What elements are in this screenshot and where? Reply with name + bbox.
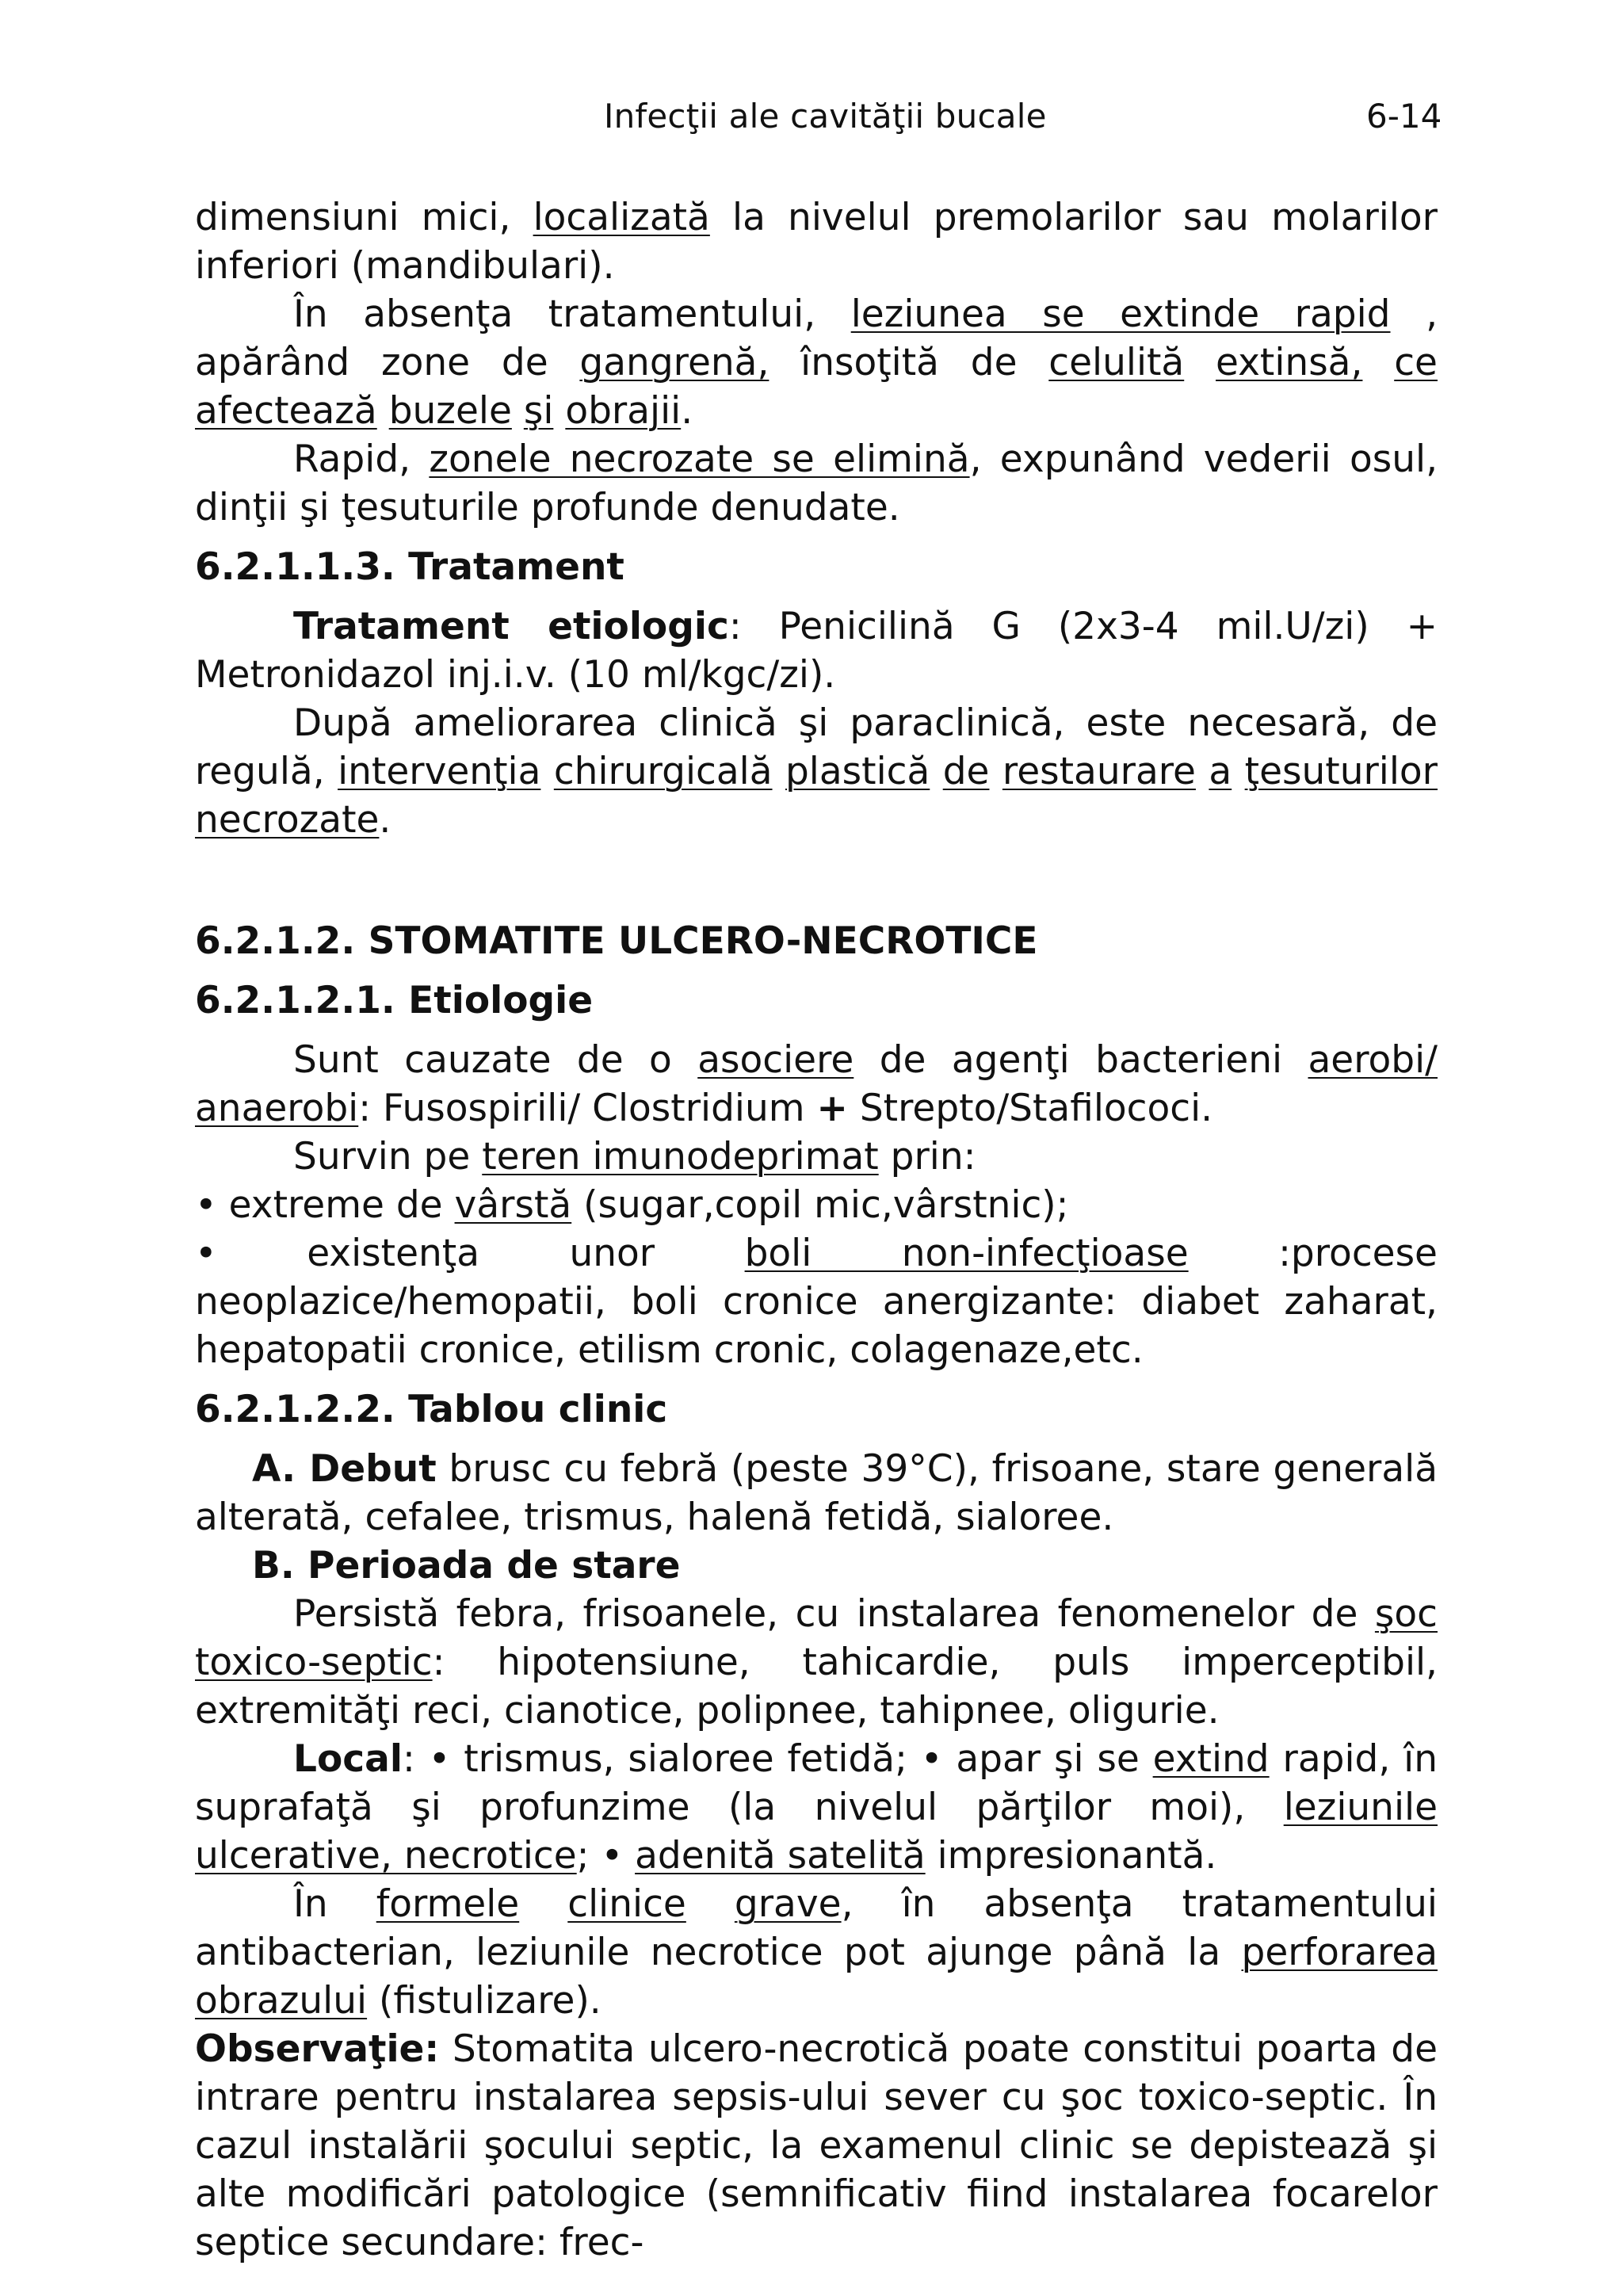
- paragraph-etiologic-treatment: [195, 602, 1438, 699]
- text: .: [379, 798, 391, 842]
- text: În absenţa tratamentului,: [293, 292, 851, 336]
- text: :procese neoplazice/hemopatii, boli cronice anergizante: diabet zaharat, hepatopatii cronice, etilism cronic, colagenaze,etc.: [195, 1232, 1438, 1372]
- paragraph-local-signs: [195, 1735, 1438, 1880]
- paragraph-lesion-extension: [195, 290, 1438, 435]
- text: [519, 1882, 567, 1926]
- section-heading: 6.2.1.1.3. Tratament: [195, 545, 624, 589]
- underlined-text: plastică: [785, 750, 930, 793]
- text: [930, 750, 942, 793]
- underlined-text: de: [942, 750, 990, 793]
- running-title: Infecţii ale cavităţii bucale: [604, 97, 1047, 136]
- paragraph-observation: [195, 2025, 1438, 2267]
- underlined-text: leziunea se extinde rapid: [850, 292, 1391, 336]
- bullet-icon: •: [195, 1232, 217, 1275]
- text: Persistă febra, frisoanele, cu instalarea fenomenelor de: [293, 1592, 1375, 1636]
- list-item: [195, 1229, 1438, 1374]
- underlined-text: teren imunodeprimat: [482, 1135, 879, 1179]
- underlined-text: aerobi/ anaerobi: [195, 1038, 1438, 1130]
- underlined-text: a: [1209, 750, 1232, 793]
- underlined-text: adenită satelită: [635, 1834, 926, 1878]
- text: existenţa unor: [216, 1232, 745, 1275]
- page-header: [0, 97, 1623, 144]
- underlined-text: şi: [523, 389, 554, 433]
- text: impresionantă.: [925, 1834, 1217, 1878]
- underlined-text: extinsă,: [1216, 341, 1363, 384]
- text: la nivelul premolarilor sau molarilor inferiori (mandibulari).: [195, 196, 1438, 288]
- underlined-text: clinice: [567, 1882, 686, 1926]
- text: Stomatita ulcero-necrotică poate constitui poarta de intrare pentru instalarea sepsis-ului sever cu şoc toxico-septic. În cazul instalării şocului septic, la examenul clinic se depistează şi alte modificări patologice (semnificativ fiind instalarea focarelor septice secundare: frec-: [195, 2027, 1438, 2264]
- paragraph-onset: [195, 1445, 1438, 1541]
- text: În: [293, 1882, 376, 1926]
- underlined-text: intervenţia: [338, 750, 541, 793]
- text: [540, 750, 553, 793]
- page-number: 6-14: [1366, 97, 1442, 136]
- text: [1196, 750, 1209, 793]
- text: : • trismus, sialoree fetidă; • apar şi se: [402, 1737, 1153, 1781]
- underlined-text: restaurare: [1002, 750, 1196, 793]
- text: [1232, 750, 1244, 793]
- text: [1184, 341, 1216, 384]
- text: Strepto/Stafilococi.: [847, 1087, 1213, 1130]
- text: : Penicilină G (2x3-4 mil.U/zi) + Metronidazol inj.i.v. (10 ml/kgc/zi).: [195, 605, 1438, 697]
- text: (sugar,copil mic,vârstnic);: [571, 1183, 1069, 1227]
- text: Survin pe: [293, 1135, 483, 1179]
- bullet-icon: •: [195, 1183, 217, 1227]
- paragraph-continuation: [195, 193, 1438, 290]
- text: [377, 389, 389, 433]
- bold-text: Tratament etiologic: [293, 605, 729, 648]
- text: [1362, 341, 1394, 384]
- text: de agenţi bacterieni: [854, 1038, 1308, 1082]
- text: Rapid,: [293, 437, 430, 481]
- paragraph-necrotic-zones: [195, 435, 1438, 532]
- text: extreme de: [216, 1183, 455, 1227]
- underlined-text: gangrenă,: [579, 341, 769, 384]
- text: , în absenţa tratamentului antibacterian, leziunile necrotice pot ajunge până la: [195, 1882, 1438, 1974]
- underlined-text: leziunile ulcerative, necrotice: [195, 1786, 1438, 1878]
- text: rapid, în suprafaţă şi profunzime (la nivelul părţilor moi),: [195, 1737, 1438, 1829]
- bold-text: +: [816, 1087, 848, 1130]
- text: După ameliorarea clinică şi paraclinică, este necesară, de regulă,: [195, 701, 1438, 793]
- paragraph-severe-forms: [195, 1880, 1438, 2025]
- page-body: [195, 193, 1438, 2267]
- underlined-text: perforarea: [1241, 1931, 1438, 1974]
- underlined-text: ţesuturilor: [1244, 750, 1438, 793]
- section-heading: 6.2.1.2.2. Tablou clinic: [195, 1388, 668, 1431]
- text: ; •: [576, 1834, 636, 1878]
- underlined-text: localizată: [533, 196, 710, 239]
- text: [686, 1882, 735, 1926]
- underlined-text: asociere: [697, 1038, 854, 1082]
- text: [773, 750, 785, 793]
- underlined-text: buzele: [388, 389, 512, 433]
- paragraph-toxic-shock: [195, 1590, 1438, 1735]
- underlined-text: afectează: [195, 389, 377, 433]
- text: dimensiuni mici,: [195, 196, 533, 239]
- text: .: [681, 389, 693, 433]
- text: : hipotensiune, tahicardie, puls imperceptibil, extremităţi reci, cianotice, polipnee, tahipnee, oligurie.: [195, 1641, 1438, 1733]
- underlined-text: celulită: [1048, 341, 1185, 384]
- underlined-text: necrozate: [195, 798, 380, 842]
- underlined-text: vârstă: [454, 1183, 572, 1227]
- text: Sunt cauzate de o: [293, 1038, 698, 1082]
- paragraph-etiology: [195, 1036, 1438, 1133]
- underlined-text: extind: [1152, 1737, 1270, 1781]
- underlined-text: obrajii: [565, 389, 682, 433]
- text: [512, 389, 524, 433]
- bold-text: A. Debut: [252, 1447, 437, 1491]
- text: : Fusospirili/ Clostridium: [358, 1087, 817, 1130]
- paragraph-surgical-intervention: [195, 699, 1438, 844]
- paragraph-immunodepressed: [195, 1133, 1438, 1181]
- bold-text: B. Perioada de stare: [252, 1544, 681, 1587]
- underlined-text: şoc toxico-septic: [195, 1592, 1438, 1684]
- underlined-text: obrazului: [195, 1979, 368, 2023]
- underlined-text: chirurgicală: [553, 750, 773, 793]
- underlined-text: ce: [1394, 341, 1438, 384]
- text: [553, 389, 565, 433]
- text: însoţită de: [769, 341, 1049, 384]
- text: [989, 750, 1002, 793]
- text: , expunând vederii osul, dinţii şi ţesuturile profunde denudate.: [195, 437, 1438, 529]
- text: prin:: [878, 1135, 976, 1179]
- subheading-state-period: [195, 1541, 1438, 1590]
- section-spacer: [195, 844, 1438, 906]
- bold-text: Observaţie:: [195, 2027, 440, 2071]
- underlined-text: formele: [376, 1882, 520, 1926]
- section-heading: 6.2.1.2.1. Etiologie: [195, 979, 594, 1022]
- underlined-text: zonele necrozate se elimină: [429, 437, 970, 481]
- underlined-text: boli non-infecţioase: [744, 1232, 1189, 1275]
- bold-text: Local: [293, 1737, 403, 1781]
- text: , apărând zone de: [195, 292, 1438, 384]
- list-item: [195, 1181, 1438, 1229]
- text: brusc cu febră (peste 39°C), frisoane, stare generală alterată, cefalee, trismus, halenă fetidă, sialoree.: [195, 1447, 1438, 1539]
- section-heading: 6.2.1.2. STOMATITE ULCERO-NECROTICE: [195, 919, 1038, 963]
- underlined-text: grave: [734, 1882, 842, 1926]
- text: (fistulizare).: [367, 1979, 601, 2023]
